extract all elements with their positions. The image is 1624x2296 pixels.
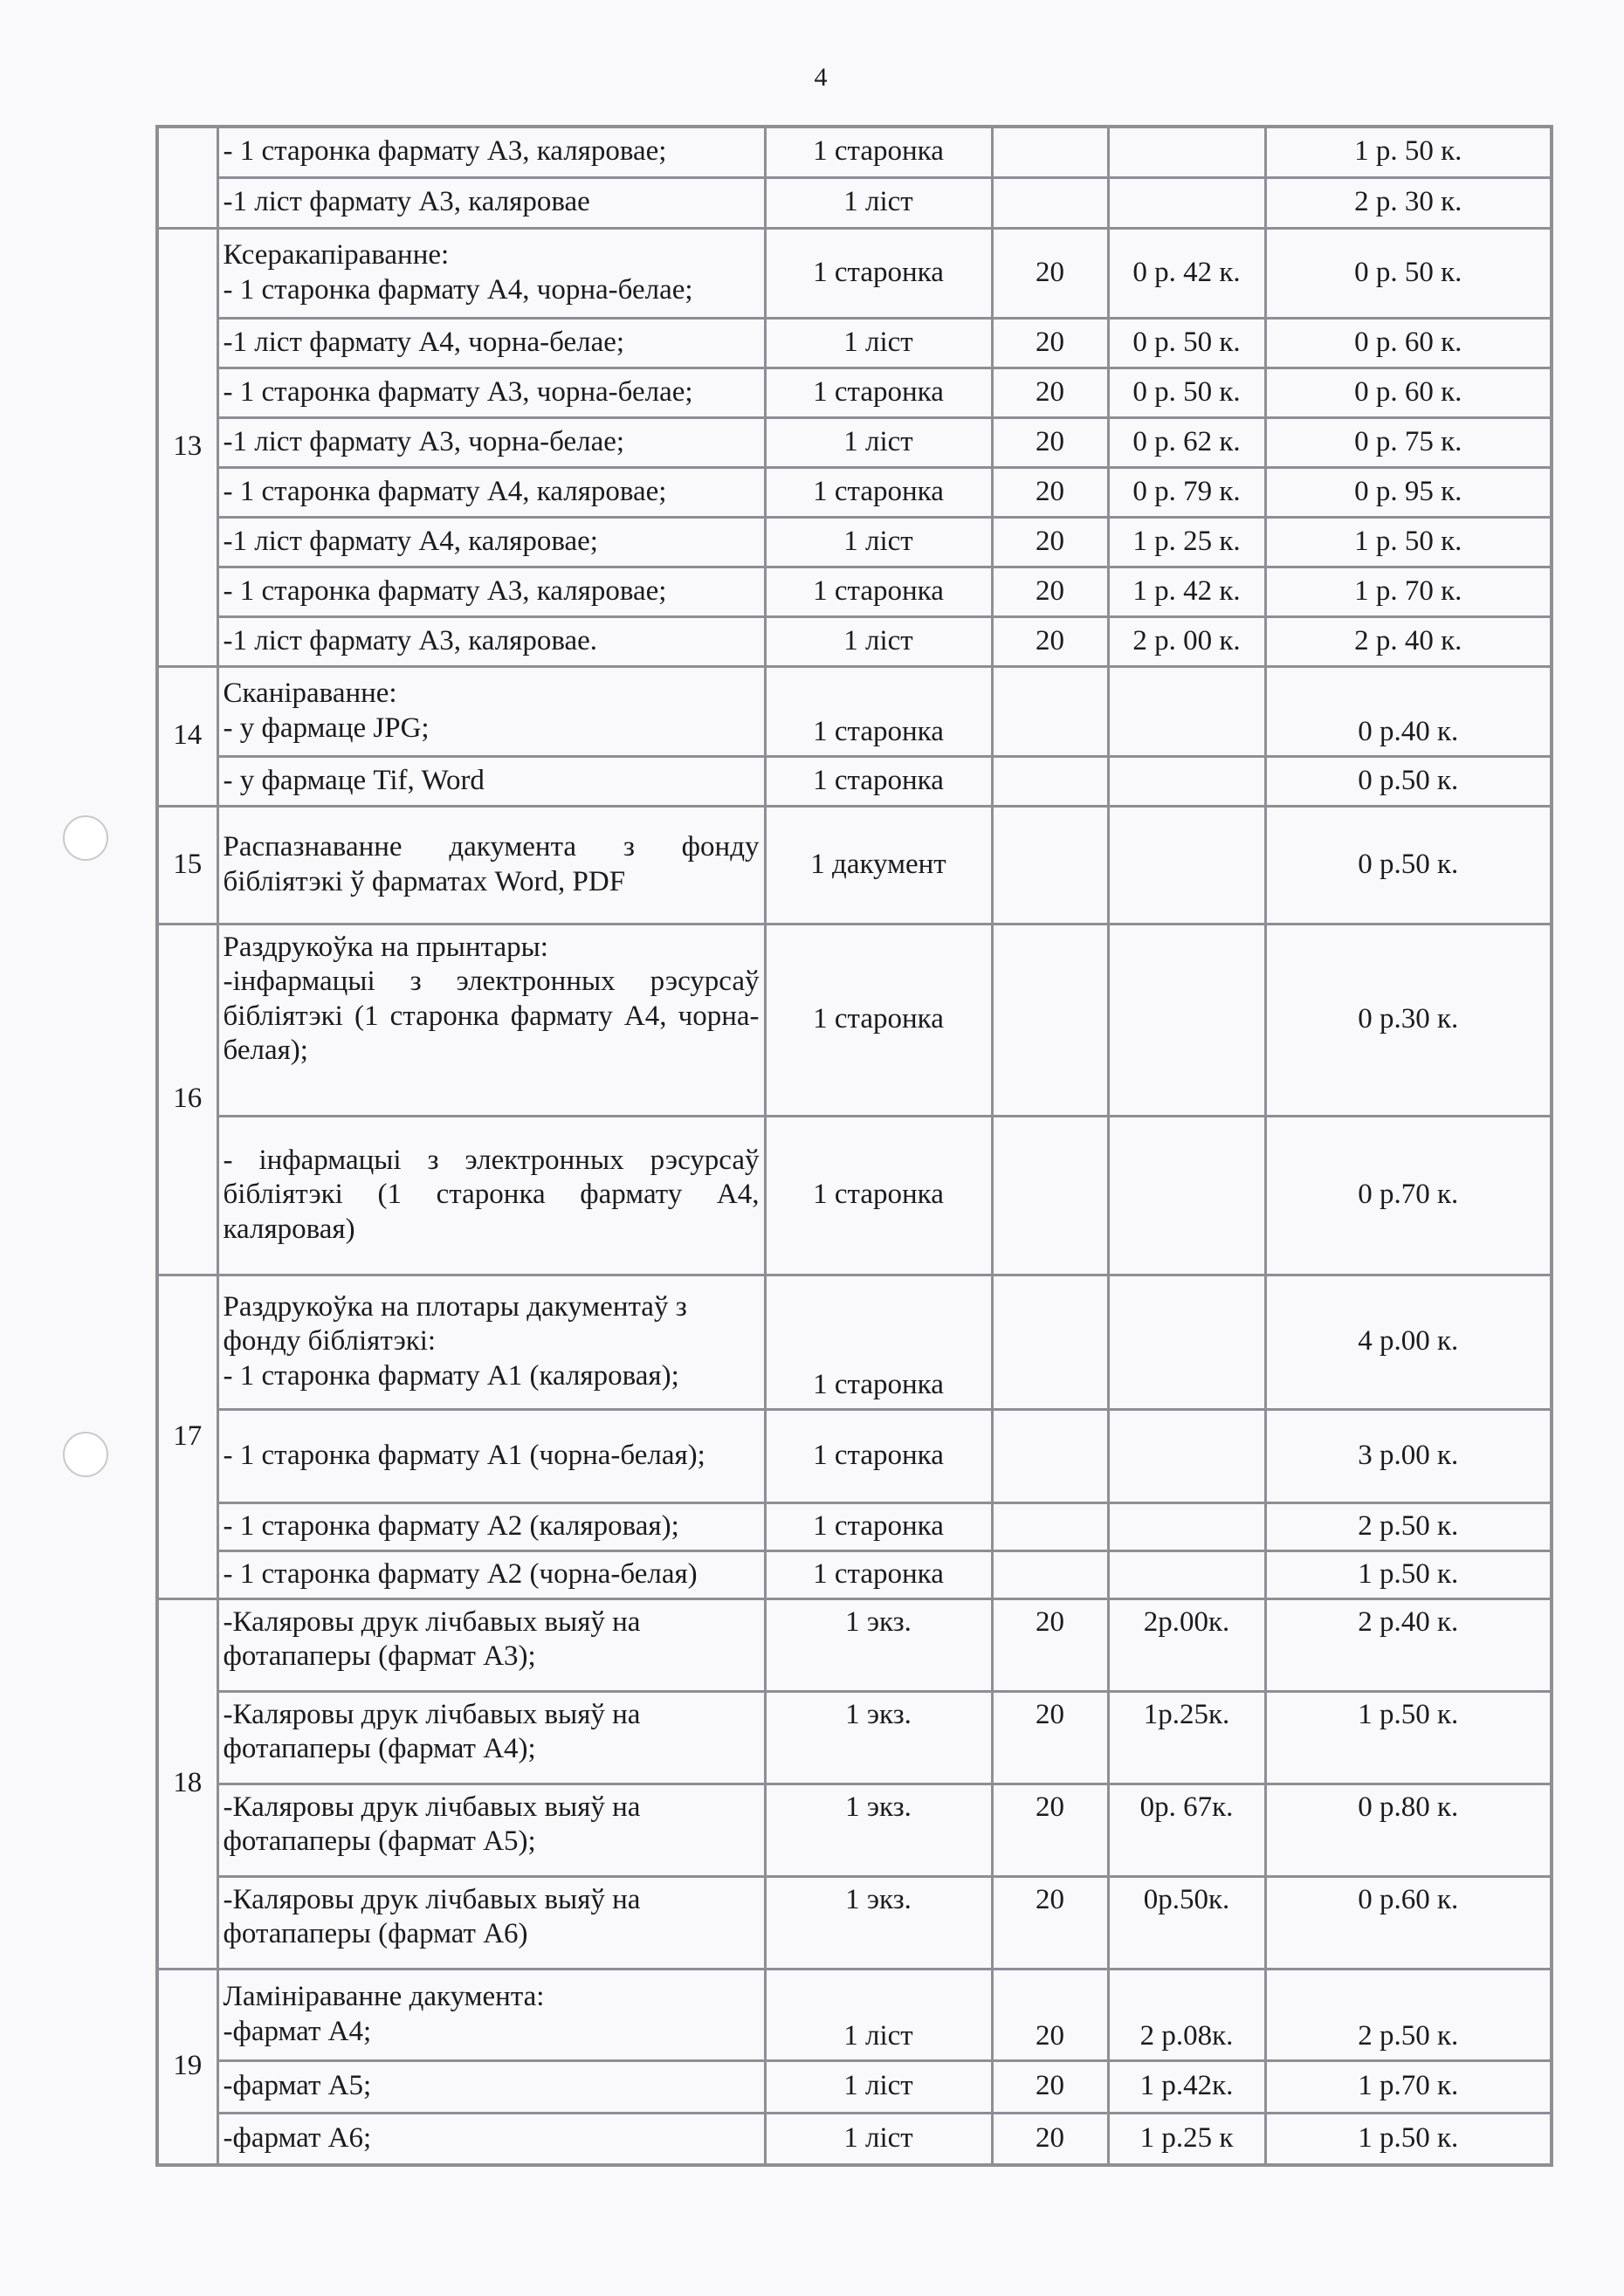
service-description: -Каляровы друк лічбавых выяў на фотапаперы (фармат А4); [217, 1691, 765, 1784]
vat-cell: 20 [992, 467, 1108, 517]
unit-cell: 1 экз. [765, 1876, 992, 1969]
unit-cell: 1 ліст [765, 517, 992, 567]
total-price-cell: 2 р.50 к. [1265, 1969, 1552, 2060]
table-row [157, 1550, 1552, 1598]
service-item: - 1 старонка фармату А4, чорна-белае; [223, 273, 693, 306]
unit-cell: 1 старонка [765, 1409, 992, 1502]
vat-cell [992, 1275, 1108, 1409]
table-row [157, 1275, 1552, 1409]
service-description [217, 228, 765, 318]
unit-cell: 1 старонка [765, 1502, 992, 1550]
total-price-cell: 0 р.50 к. [1265, 756, 1552, 806]
service-description: - 1 старонка фармату А3, каляровае; [217, 567, 765, 616]
unit-cell: 1 ліст [765, 2060, 992, 2113]
table-row [157, 756, 1552, 806]
unit-cell: 1 старонка [765, 756, 992, 806]
total-price-cell: 0 р. 75 к. [1265, 417, 1552, 467]
vat-cell: 20 [992, 517, 1108, 567]
table-row [157, 228, 1552, 318]
total-price-cell: 0 р. 60 к. [1265, 368, 1552, 417]
service-description: - 1 старонка фармату А4, каляровае; [217, 467, 765, 517]
vat-cell: 20 [992, 228, 1108, 318]
base-price-cell: 1р.25к. [1108, 1691, 1265, 1784]
vat-cell: 20 [992, 1691, 1108, 1784]
service-item: - у фармаце JPG; [223, 711, 430, 744]
base-price-cell [1108, 177, 1265, 228]
vat-cell [992, 1116, 1108, 1275]
vat-cell: 20 [992, 1969, 1108, 2060]
row-number-cell: 14 [157, 666, 217, 806]
total-price-cell: 0 р.60 к. [1265, 1876, 1552, 1969]
base-price-cell: 0 р. 42 к. [1108, 228, 1265, 318]
unit-cell: 1 экз. [765, 1691, 992, 1784]
vat-cell [992, 127, 1108, 177]
total-price-cell: 2 р.50 к. [1265, 1502, 1552, 1550]
base-price-cell: 1 р. 25 к. [1108, 517, 1265, 567]
base-price-cell: 0 р. 79 к. [1108, 467, 1265, 517]
service-description: -фармат А6; [217, 2113, 765, 2165]
base-price-cell: 0 р. 62 к. [1108, 417, 1265, 467]
vat-cell: 20 [992, 1598, 1108, 1691]
vat-cell: 20 [992, 318, 1108, 368]
row-number-cell: 16 [157, 924, 217, 1275]
base-price-cell [1108, 1275, 1265, 1409]
price-list-table [155, 125, 1553, 2167]
punch-hole [63, 1432, 108, 1477]
total-price-cell: 2 р.40 к. [1265, 1598, 1552, 1691]
unit-cell: 1 старонка [765, 228, 992, 318]
base-price-cell [1108, 127, 1265, 177]
total-price-cell: 0 р. 50 к. [1265, 228, 1552, 318]
unit-cell: 1 ліст [765, 616, 992, 666]
service-description: -фармат А5; [217, 2060, 765, 2113]
section-title: Ксеракапіраванне: [223, 238, 450, 271]
table-row [157, 417, 1552, 467]
service-description [217, 666, 765, 756]
table-row [157, 2060, 1552, 2113]
row-number-cell: 17 [157, 1275, 217, 1598]
total-price-cell: 2 р. 40 к. [1265, 616, 1552, 666]
unit-cell: 1 старонка [765, 924, 992, 1116]
service-description: -1 ліст фармату А4, каляровае; [217, 517, 765, 567]
total-price-cell: 0 р.30 к. [1265, 924, 1552, 1116]
section-title: Раздрукоўка на прынтары: [223, 931, 548, 963]
table-row [157, 1598, 1552, 1691]
table-row [157, 1116, 1552, 1275]
table-row [157, 666, 1552, 756]
vat-cell [992, 924, 1108, 1116]
vat-cell [992, 1502, 1108, 1550]
service-item: -фармат А4; [223, 2015, 372, 2047]
row-number-cell: 13 [157, 228, 217, 666]
service-description [217, 1969, 765, 2060]
vat-cell [992, 666, 1108, 756]
table-row [157, 1969, 1552, 2060]
table-row [157, 1502, 1552, 1550]
total-price-cell: 0 р.80 к. [1265, 1784, 1552, 1876]
service-description: - інфармацыі з электронных рэсурсаў бібліятэкі (1 старонка фармату А4, каляровая) [217, 1116, 765, 1275]
base-price-cell: 0р.50к. [1108, 1876, 1265, 1969]
service-description: -1 ліст фармату А3, каляровае. [217, 616, 765, 666]
service-description: -Каляровы друк лічбавых выяў на фотапаперы (фармат А3); [217, 1598, 765, 1691]
service-description: -1 ліст фармату А3, каляровае [217, 177, 765, 228]
service-description: - 1 старонка фармату А1 (чорна-белая); [217, 1409, 765, 1502]
unit-cell: 1 экз. [765, 1784, 992, 1876]
base-price-cell [1108, 924, 1265, 1116]
total-price-cell: 0 р. 60 к. [1265, 318, 1552, 368]
base-price-cell: 2 р.08к. [1108, 1969, 1265, 2060]
service-description: -Каляровы друк лічбавых выяў на фотапаперы (фармат А6) [217, 1876, 765, 1969]
unit-cell: 1 старонка [765, 1275, 992, 1409]
base-price-cell [1108, 756, 1265, 806]
vat-cell [992, 806, 1108, 924]
vat-cell: 20 [992, 1784, 1108, 1876]
service-description: - у фармаце Tif, Word [217, 756, 765, 806]
base-price-cell [1108, 666, 1265, 756]
total-price-cell: 1 р.70 к. [1265, 2060, 1552, 2113]
base-price-cell: 1 р.25 к [1108, 2113, 1265, 2165]
table-row [157, 567, 1552, 616]
base-price-cell: 1 р. 42 к. [1108, 567, 1265, 616]
total-price-cell: 1 р. 70 к. [1265, 567, 1552, 616]
table-row [157, 1409, 1552, 1502]
service-description: -Каляровы друк лічбавых выяў на фотапаперы (фармат А5); [217, 1784, 765, 1876]
service-description: -1 ліст фармату А4, чорна-белае; [217, 318, 765, 368]
base-price-cell [1108, 806, 1265, 924]
section-title: Сканіраванне: [223, 677, 397, 709]
page-number: 4 [814, 63, 828, 92]
total-price-cell: 1 р. 50 к. [1265, 517, 1552, 567]
table-row [157, 806, 1552, 924]
unit-cell: 1 ліст [765, 318, 992, 368]
base-price-cell [1108, 1550, 1265, 1598]
vat-cell: 20 [992, 616, 1108, 666]
vat-cell [992, 756, 1108, 806]
base-price-cell [1108, 1116, 1265, 1275]
base-price-cell: 2 р. 00 к. [1108, 616, 1265, 666]
row-number-cell: 15 [157, 806, 217, 924]
vat-cell: 20 [992, 1876, 1108, 1969]
table-row [157, 368, 1552, 417]
punch-hole [63, 815, 108, 861]
table-row [157, 1691, 1552, 1784]
total-price-cell: 0 р. 95 к. [1265, 467, 1552, 517]
unit-cell: 1 старонка [765, 368, 992, 417]
table-row [157, 517, 1552, 567]
table-row [157, 2113, 1552, 2165]
vat-cell: 20 [992, 2060, 1108, 2113]
vat-cell [992, 1409, 1108, 1502]
unit-cell: 1 ліст [765, 1969, 992, 2060]
table-row [157, 616, 1552, 666]
table-row [157, 127, 1552, 177]
vat-cell: 20 [992, 417, 1108, 467]
row-number-cell: 19 [157, 1969, 217, 2165]
base-price-cell: 0 р. 50 к. [1108, 368, 1265, 417]
unit-cell: 1 ліст [765, 2113, 992, 2165]
total-price-cell: 0 р.50 к. [1265, 806, 1552, 924]
total-price-cell: 3 р.00 к. [1265, 1409, 1552, 1502]
row-number-cell [157, 127, 217, 228]
total-price-cell: 4 р.00 к. [1265, 1275, 1552, 1409]
table-row [157, 924, 1552, 1116]
table-row [157, 318, 1552, 368]
total-price-cell: 1 р. 50 к. [1265, 127, 1552, 177]
vat-cell [992, 177, 1108, 228]
total-price-cell: 1 р.50 к. [1265, 1691, 1552, 1784]
vat-cell [992, 1550, 1108, 1598]
service-item: -інфармацыі з электронных рэсурсаў бібліятэкі (1 старонка фармату А4, чорна-белая); [223, 966, 760, 1067]
table-row [157, 467, 1552, 517]
total-price-cell: 1 р.50 к. [1265, 2113, 1552, 2165]
service-description [217, 924, 765, 1116]
unit-cell: 1 ліст [765, 417, 992, 467]
service-description [217, 1275, 765, 1409]
vat-cell: 20 [992, 368, 1108, 417]
base-price-cell [1108, 1502, 1265, 1550]
total-price-cell: 2 р. 30 к. [1265, 177, 1552, 228]
unit-cell: 1 старонка [765, 467, 992, 517]
unit-cell: 1 старонка [765, 1550, 992, 1598]
unit-cell: 1 ліст [765, 177, 992, 228]
total-price-cell: 0 р.70 к. [1265, 1116, 1552, 1275]
base-price-cell: 2р.00к. [1108, 1598, 1265, 1691]
service-description: - 1 старонка фармату А3, чорна-белае; [217, 368, 765, 417]
unit-cell: 1 экз. [765, 1598, 992, 1691]
service-description: - 1 старонка фармату А2 (каляровая); [217, 1502, 765, 1550]
total-price-cell: 0 р.40 к. [1265, 666, 1552, 756]
base-price-cell [1108, 1409, 1265, 1502]
base-price-cell: 0 р. 50 к. [1108, 318, 1265, 368]
unit-cell: 1 старонка [765, 567, 992, 616]
total-price-cell: 1 р.50 к. [1265, 1550, 1552, 1598]
unit-cell: 1 старонка [765, 127, 992, 177]
table-row [157, 177, 1552, 228]
section-title: Раздрукоўка на плотары дакументаў з фонду бібліятэкі: [223, 1290, 687, 1358]
vat-cell: 20 [992, 2113, 1108, 2165]
service-item: - 1 старонка фармату А1 (каляровая); [223, 1359, 679, 1392]
row-number-cell: 18 [157, 1598, 217, 1969]
service-description: Распазнаванне дакумента з фонду бібліятэкі ў фарматах Word, PDF [217, 806, 765, 924]
unit-cell: 1 дакумент [765, 806, 992, 924]
base-price-cell: 1 р.42к. [1108, 2060, 1265, 2113]
service-description: -1 ліст фармату А3, чорна-белае; [217, 417, 765, 467]
unit-cell: 1 старонка [765, 666, 992, 756]
service-description: - 1 старонка фармату А2 (чорна-белая) [217, 1550, 765, 1598]
section-title: Ламініраванне дакумента: [223, 1980, 545, 2012]
base-price-cell: 0р. 67к. [1108, 1784, 1265, 1876]
table-row [157, 1784, 1552, 1876]
service-description: - 1 старонка фармату А3, каляровае; [217, 127, 765, 177]
vat-cell: 20 [992, 567, 1108, 616]
unit-cell: 1 старонка [765, 1116, 992, 1275]
table-row [157, 1876, 1552, 1969]
